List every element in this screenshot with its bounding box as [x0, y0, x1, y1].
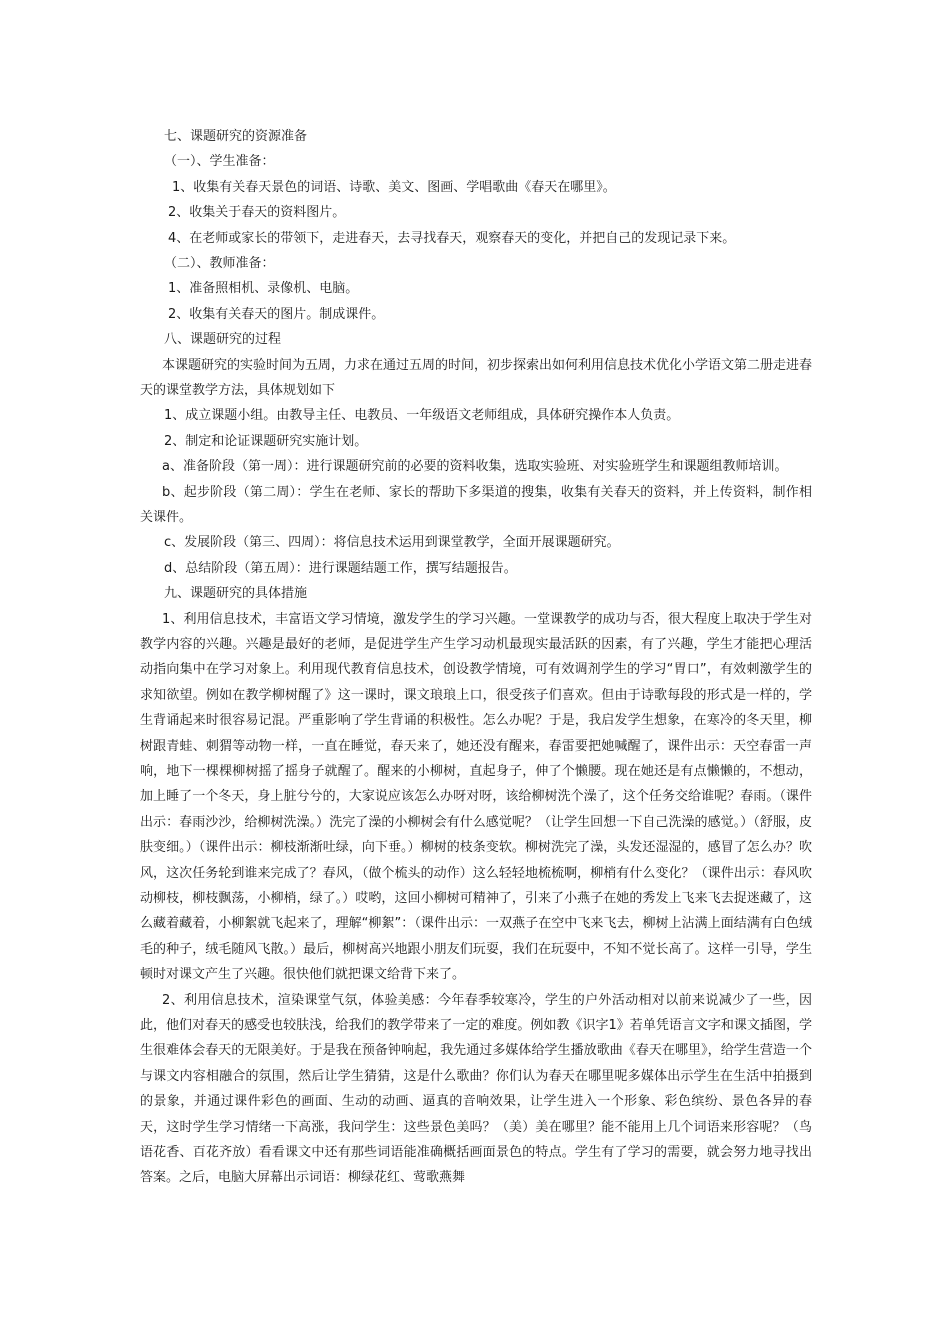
measure-paragraph-2: 2、利用信息技术，渲染课堂气氛，体验美感：今年春季较寒冷，学生的户外活动相对以前来说减少了一些，因此，他们对春天的感受也较肤浅，给我们的教学带来了一定的难度。例如教《识字1》若单凭语言文字和课文插图，学生很难体会春天的无限美好。于是我在预备钟响起，我先通过多媒体给学生播放歌曲《春天在哪里》，给学生营造一个与课文内容相融合的氛围，然后让学生猜猜，这是什么歌曲？你们认为春天在哪里呢多媒体出示学生在生活中拍摄到的景象，并通过课件彩色的画面、生动的动画、逼真的音响效果，让学生进入一个形象、彩色缤纷、景色各异的春天，这时学生学习情绪一下高涨，我问学生：这些景色美吗？（美）美在哪里？能不能用上几个词语来形容呢？（鸟语花香、百花齐放）看看课文中还有那些词语能准确概括画面景色的特点。学生有了学习的需要，就会努力地寻找出答案。之后，电脑大屏幕出示词语：柳绿花红、莺歌燕舞 [140, 992, 812, 1186]
phase-a: a、准备阶段（第一周）：进行课题研究前的必要的资料收集，选取实验班、对实验班学生和课题组教师培训。 [162, 459, 788, 475]
section-8-intro: 本课题研究的实验时间为五周，力求在通过五周的时间，初步探索出如何利用信息技术优化小学语文第二册走进春天的课堂教学方法，具体规划如下 [140, 357, 813, 398]
section-7-student-prep-heading: （一）、学生准备： [164, 154, 275, 170]
section-8-title: 八、课题研究的过程 [164, 332, 282, 348]
section-9-title: 九、课题研究的具体措施 [164, 586, 308, 602]
process-step-2: 2、制定和论证课题研究实施计划。 [164, 433, 368, 449]
process-step-1: 1、成立课题小组。由教导主任、电教员、一年级语文老师组成，具体研究操作本人负责。 [164, 408, 680, 424]
phase-d: d、总结阶段（第五周）：进行课题结题工作，撰写结题报告。 [164, 560, 517, 576]
teacher-prep-item-1: 1、准备照相机、录像机、电脑。 [168, 281, 359, 297]
phase-b: b、起步阶段（第二周）：学生在老师、家长的帮助下多渠道的搜集，收集有关春天的资料，并上传资料，制作相关课件。 [140, 484, 812, 525]
section-7-teacher-prep-heading: （二）、教师准备： [164, 255, 275, 271]
student-prep-item-1: 1、收集有关春天景色的词语、诗歌、美文、图画、学唱歌曲《春天在哪里》。 [172, 179, 616, 195]
student-prep-item-4: 4、在老师或家长的带领下，走进春天，去寻找春天，观察春天的变化，并把自己的发现记录下来。 [168, 230, 736, 246]
student-prep-item-2: 2、收集关于春天的资料图片。 [168, 205, 346, 221]
teacher-prep-item-2: 2、收集有关春天的图片。制成课件。 [168, 306, 385, 322]
document-page [140, 124, 812, 1191]
section-7-title: 七、课题研究的资源准备 [164, 129, 308, 144]
measure-paragraph-1: 1、利用信息技术，丰富语文学习情境，激发学生的学习兴趣。一堂课教学的成功与否，很大程度上取决于学生对教学内容的兴趣。兴趣是最好的老师，是促进学生产生学习动机最现实最活跃的因素，有了兴趣，学生才能把心理活动指向集中在学习对象上。利用现代教育信息技术，创设教学情境，可有效调剂学生的学习“胃口”，有效刺激学生的求知欲望。例如在教学柳树醒了》这一课时，课文琅琅上口，很受孩子们喜欢。但由于诗歌每段的形式是一样的，学生背诵起来时很容易记混。严重影响了学生背诵的积极性。怎么办呢？于是，我启发学生想象，在寒冷的冬天里，柳树跟青蛙、刺猬等动物一样，一直在睡觉，春天来了，她还没有醒来，春雷要把她喊醒了，课件出示：天空春雷一声响，地下一棵棵柳树摇了摇身子就醒了。醒来的小柳树，直起身子，伸了个懒腰。现在她还是有点懒懒的，不想动，加上睡了一个冬天，身上脏兮兮的，大家说应该怎么办呀对呀，该给柳树洗个澡了，这个任务交给谁呢？春雨。（课件出示：春雨沙沙，给柳树洗澡。）洗完了澡的小柳树会有什么感觉呢？（让学生回想一下自己洗澡的感觉。）（舒服，皮肤变细。）（课件出示：柳枝渐渐吐绿，向下垂。）柳树的枝条变软。柳树洗完了澡，头发还湿湿的，感冒了怎么办？吹风，这次任务轮到谁来完成了？春风，（做个梳头的动作）这么轻轻地梳梳啊，柳梢有什么变化？（课件出示：春风吹动柳枝，柳枝飘荡，小柳梢，绿了。）哎哟，这回小柳树可精神了，引来了小燕子在她的秀发上飞来飞去捉迷藏了，这么藏着藏着，小柳絮就飞起来了，理解“柳絮”：（课件出示：一双燕子在空中飞来飞去，柳树上沾满上面结满有白色绒毛的种子，绒毛随风飞散。）最后，柳树高兴地跟小朋友们玩耍，我们在玩耍中，不知不觉长高了。这样一引导，学生顿时对课文产生了兴趣。很快他们就把课文给背下来了。 [140, 611, 812, 983]
phase-c: c、发展阶段（第三、四周）：将信息技术运用到课堂教学，全面开展课题研究。 [164, 535, 620, 551]
